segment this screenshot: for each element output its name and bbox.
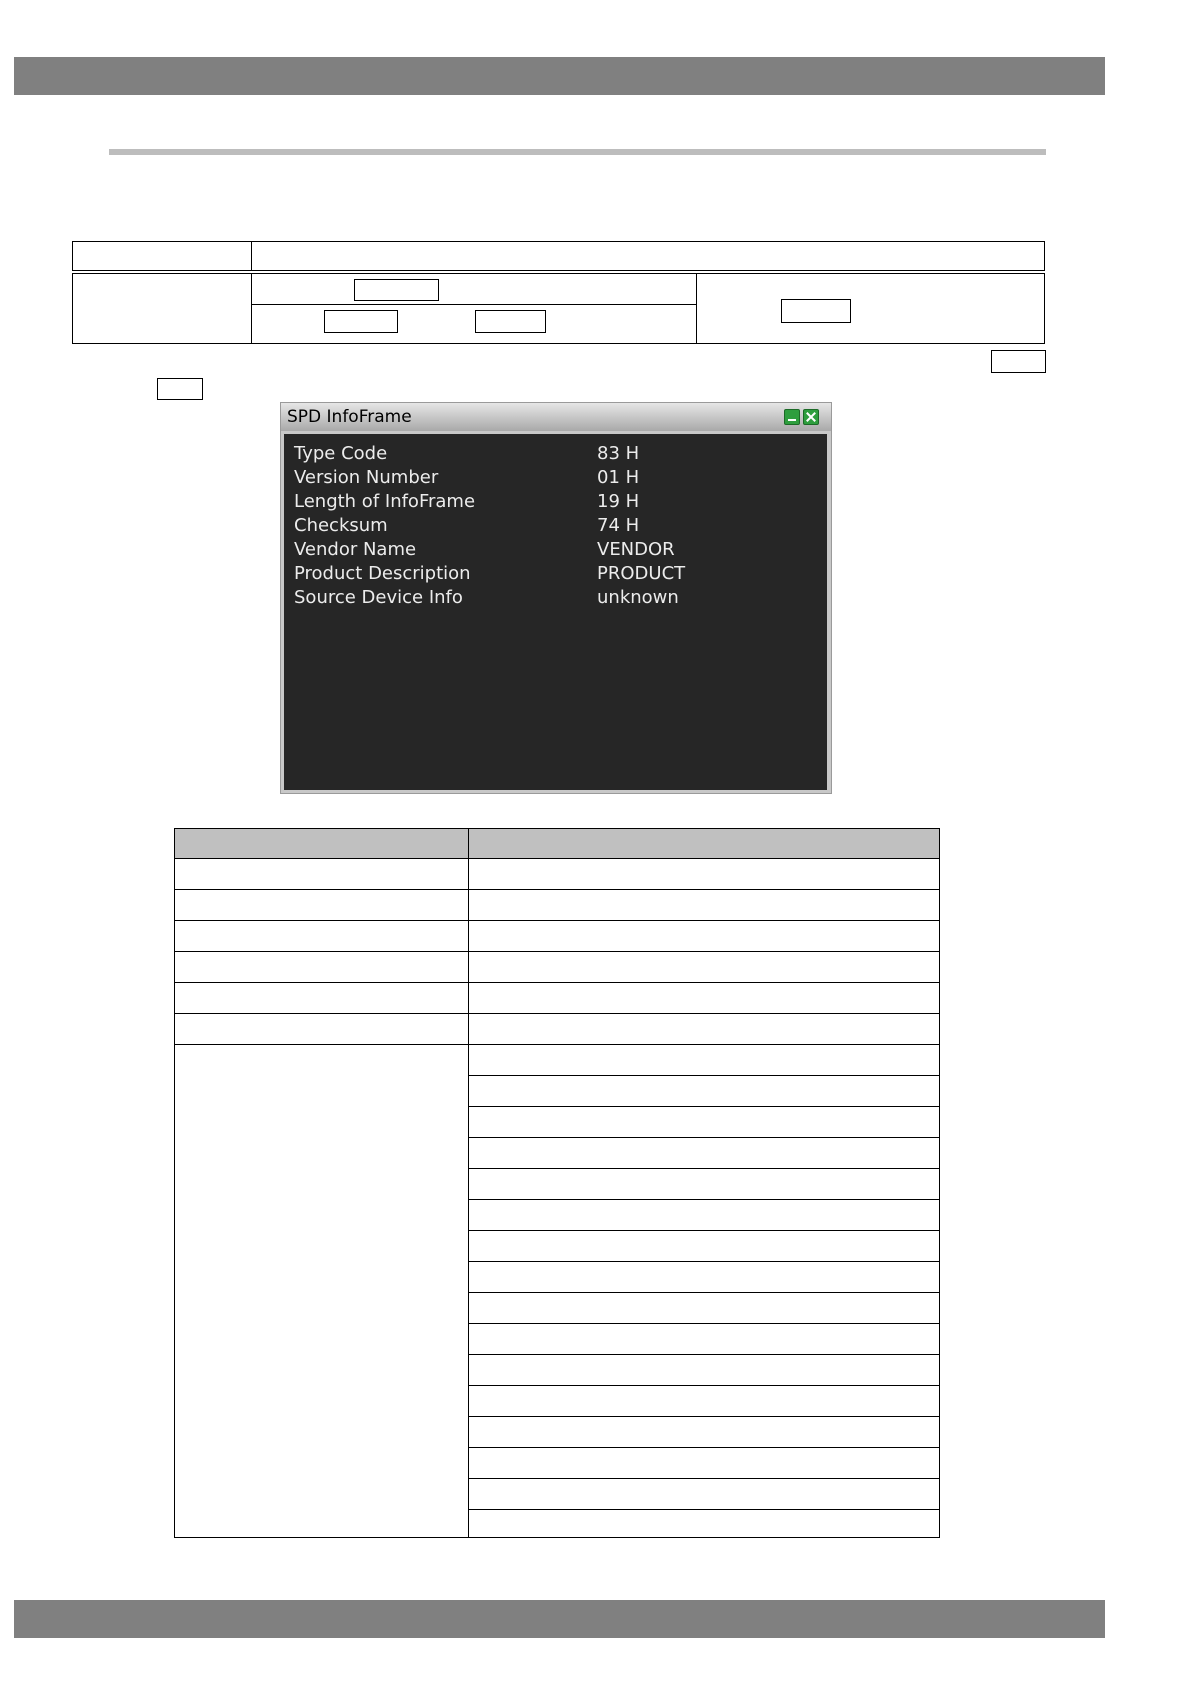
info-value: 74 H — [597, 515, 640, 536]
table-subrow-line — [468, 1292, 940, 1293]
key-button-4 — [781, 299, 851, 323]
info-label: Checksum — [294, 515, 388, 536]
info-value: VENDOR — [597, 539, 675, 560]
operation-table-right-cell — [696, 273, 1045, 344]
table-subrow-line — [468, 1168, 940, 1169]
info-value: 83 H — [597, 443, 640, 464]
table-border-right — [939, 828, 940, 1538]
info-label: Vendor Name — [294, 539, 417, 560]
operation-table-row1 — [251, 273, 697, 305]
key-button-1 — [354, 279, 439, 301]
info-row-version-number — [284, 467, 827, 491]
operation-table-label-cell — [72, 273, 252, 344]
footer-band — [14, 1600, 1105, 1638]
table-column-divider — [468, 828, 469, 1538]
operation-table-header-right — [251, 241, 1045, 271]
table-border-left — [174, 828, 175, 1538]
info-label: Type Code — [294, 443, 388, 464]
table-border-bottom — [174, 1537, 940, 1538]
key-button-2 — [324, 310, 398, 333]
info-value: unknown — [597, 587, 679, 608]
info-value: PRODUCT — [597, 563, 686, 584]
table-subrow-line — [468, 1106, 940, 1107]
window-titlebar — [281, 403, 831, 431]
header-band — [14, 57, 1105, 95]
info-row-checksum — [284, 515, 827, 539]
table-subrow-line — [468, 1478, 940, 1479]
table-subrow-line — [468, 1323, 940, 1324]
table-row-line — [174, 1013, 940, 1014]
info-row-source-device-info — [284, 587, 827, 611]
spd-infoframe-window — [280, 402, 832, 794]
window-body — [284, 434, 827, 790]
info-label: Source Device Info — [294, 587, 463, 608]
close-icon[interactable] — [803, 409, 819, 425]
table-subrow-line — [468, 1416, 940, 1417]
info-value: 19 H — [597, 491, 640, 512]
info-row-length — [284, 491, 827, 515]
table-row-line — [174, 920, 940, 921]
table-subrow-line — [468, 1509, 940, 1510]
table-subrow-line — [468, 1385, 940, 1386]
table-row-line — [174, 1044, 940, 1045]
section-rule — [109, 149, 1046, 155]
info-row-type-code — [284, 443, 827, 467]
window-title: SPD InfoFrame — [287, 407, 412, 427]
operation-table-row2 — [251, 304, 697, 344]
info-label: Version Number — [294, 467, 439, 488]
info-label: Product Description — [294, 563, 471, 584]
table-subrow-line — [468, 1447, 940, 1448]
table-subrow-line — [468, 1354, 940, 1355]
table-subrow-line — [468, 1075, 940, 1076]
table-row-line — [174, 982, 940, 983]
table-row-line — [174, 889, 940, 890]
info-row-product-description — [284, 563, 827, 587]
key-button-5 — [991, 350, 1046, 373]
minimize-icon[interactable] — [784, 409, 800, 425]
table-subrow-line — [468, 1261, 940, 1262]
table-subrow-line — [468, 1137, 940, 1138]
info-label: Length of InfoFrame — [294, 491, 476, 512]
table-row-line — [174, 951, 940, 952]
operation-table-header-left — [72, 241, 252, 271]
table-row-line — [174, 858, 940, 859]
info-value: 01 H — [597, 467, 640, 488]
parameter-table — [174, 828, 940, 1538]
table-subrow-line — [468, 1230, 940, 1231]
info-row-vendor-name — [284, 539, 827, 563]
key-button-6 — [157, 378, 203, 400]
table-subrow-line — [468, 1199, 940, 1200]
key-button-3 — [475, 310, 546, 333]
table-header — [174, 828, 940, 859]
